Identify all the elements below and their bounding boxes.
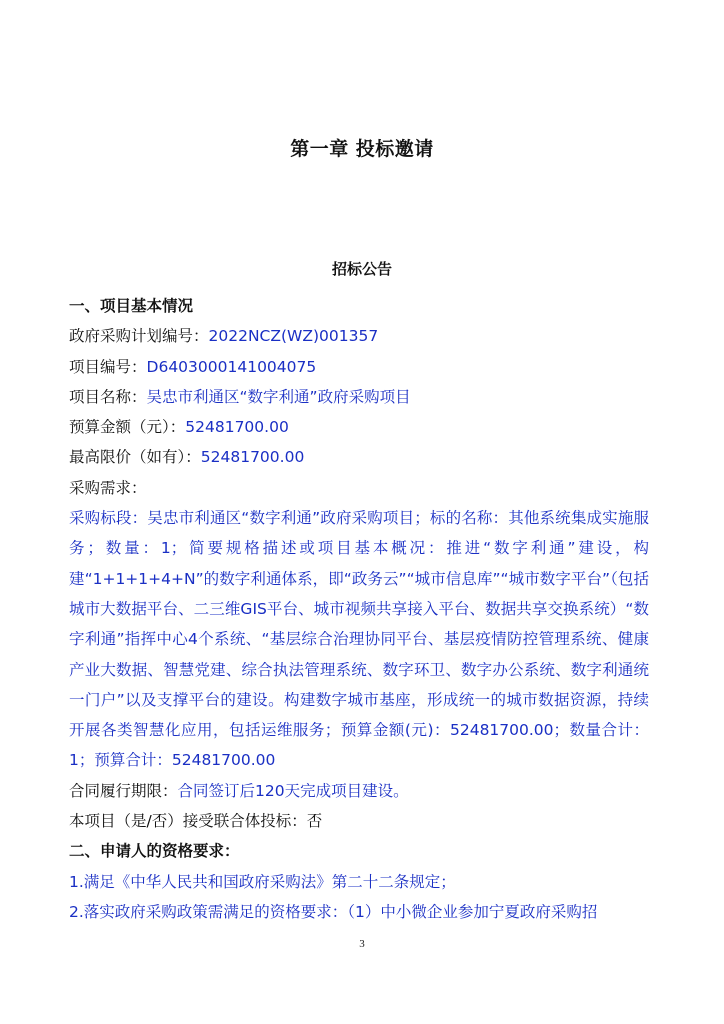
requirement-label: 采购需求： — [69, 478, 147, 497]
requirement-text: 采购标段：吴忠市利通区“数字利通”政府采购项目；标的名称：其他系统集成实施服务；数量：1；简要规格描述或项目基本概况：推进“数字利通”建设，构建“1+1+1+4+N”的数字利通体系，即“政务云”“城市信息库”“城市数字平台”（包括城市大数据平台、二三维GIS平台、城市视频共享接入平台、数据共享交换系统）“数字利通”指挥中心4个系统、“基层综合治理协同平台、基层疫情防控管理系统、健康产业大数据、智慧党建、综合执法管理系统、数字环卫、数字办公系统、数字利通统一门户”以及支撑平台的建设。构建数字城市基座，形成统一的城市数据资源，持续开展各类智慧化应用，包括运维服务；预算金额(元)：52481700.00；数量合计：1；预算合计：52481700.00 — [69, 509, 649, 770]
max-price-label: 最高限价（如有）： — [69, 448, 201, 467]
page-number: 3 — [359, 938, 365, 950]
max-price-value: 52481700.00 — [200, 448, 305, 467]
contract-period-value: 合同签订后120天完成项目建设。 — [177, 781, 409, 800]
project-name-row — [69, 382, 649, 412]
consortium-value: 否 — [306, 812, 323, 831]
project-name-value: 吴忠市利通区“数字利通”政府采购项目 — [146, 387, 411, 406]
consortium-row — [69, 806, 649, 836]
plan-number-label: 政府采购计划编号： — [69, 327, 209, 346]
document-body — [69, 291, 649, 927]
budget-row — [69, 412, 649, 442]
project-number-value: D6403000141004075 — [146, 357, 317, 376]
budget-value: 52481700.00 — [185, 418, 289, 437]
qualification-item-1: 1.满足《中华人民共和国政府采购法》第二十二条规定； — [69, 872, 456, 891]
qualification-item-2: 2.落实政府采购政策需满足的资格要求：（1）中小微企业参加宁夏政府采购招 — [69, 902, 598, 921]
contract-period-row — [69, 776, 649, 806]
consortium-label: 本项目（是/否）接受联合体投标： — [69, 812, 307, 831]
plan-number-row — [69, 321, 649, 351]
max-price-row — [69, 442, 649, 472]
project-number-label: 项目编号： — [69, 357, 147, 376]
notice-title: 招标公告 — [331, 260, 392, 278]
section-heading-basic-info: 一、项目基本情况 — [69, 297, 194, 315]
project-number-row — [69, 352, 649, 382]
section-heading-qualifications: 二、申请人的资格要求： — [69, 842, 240, 861]
chapter-title: 第一章 投标邀请 — [290, 138, 434, 160]
contract-period-label: 合同履行期限： — [69, 781, 178, 800]
plan-number-value: 2022NCZ(WZ)001357 — [208, 327, 379, 346]
project-name-label: 项目名称： — [69, 387, 147, 406]
budget-label: 预算金额（元）： — [69, 418, 186, 437]
